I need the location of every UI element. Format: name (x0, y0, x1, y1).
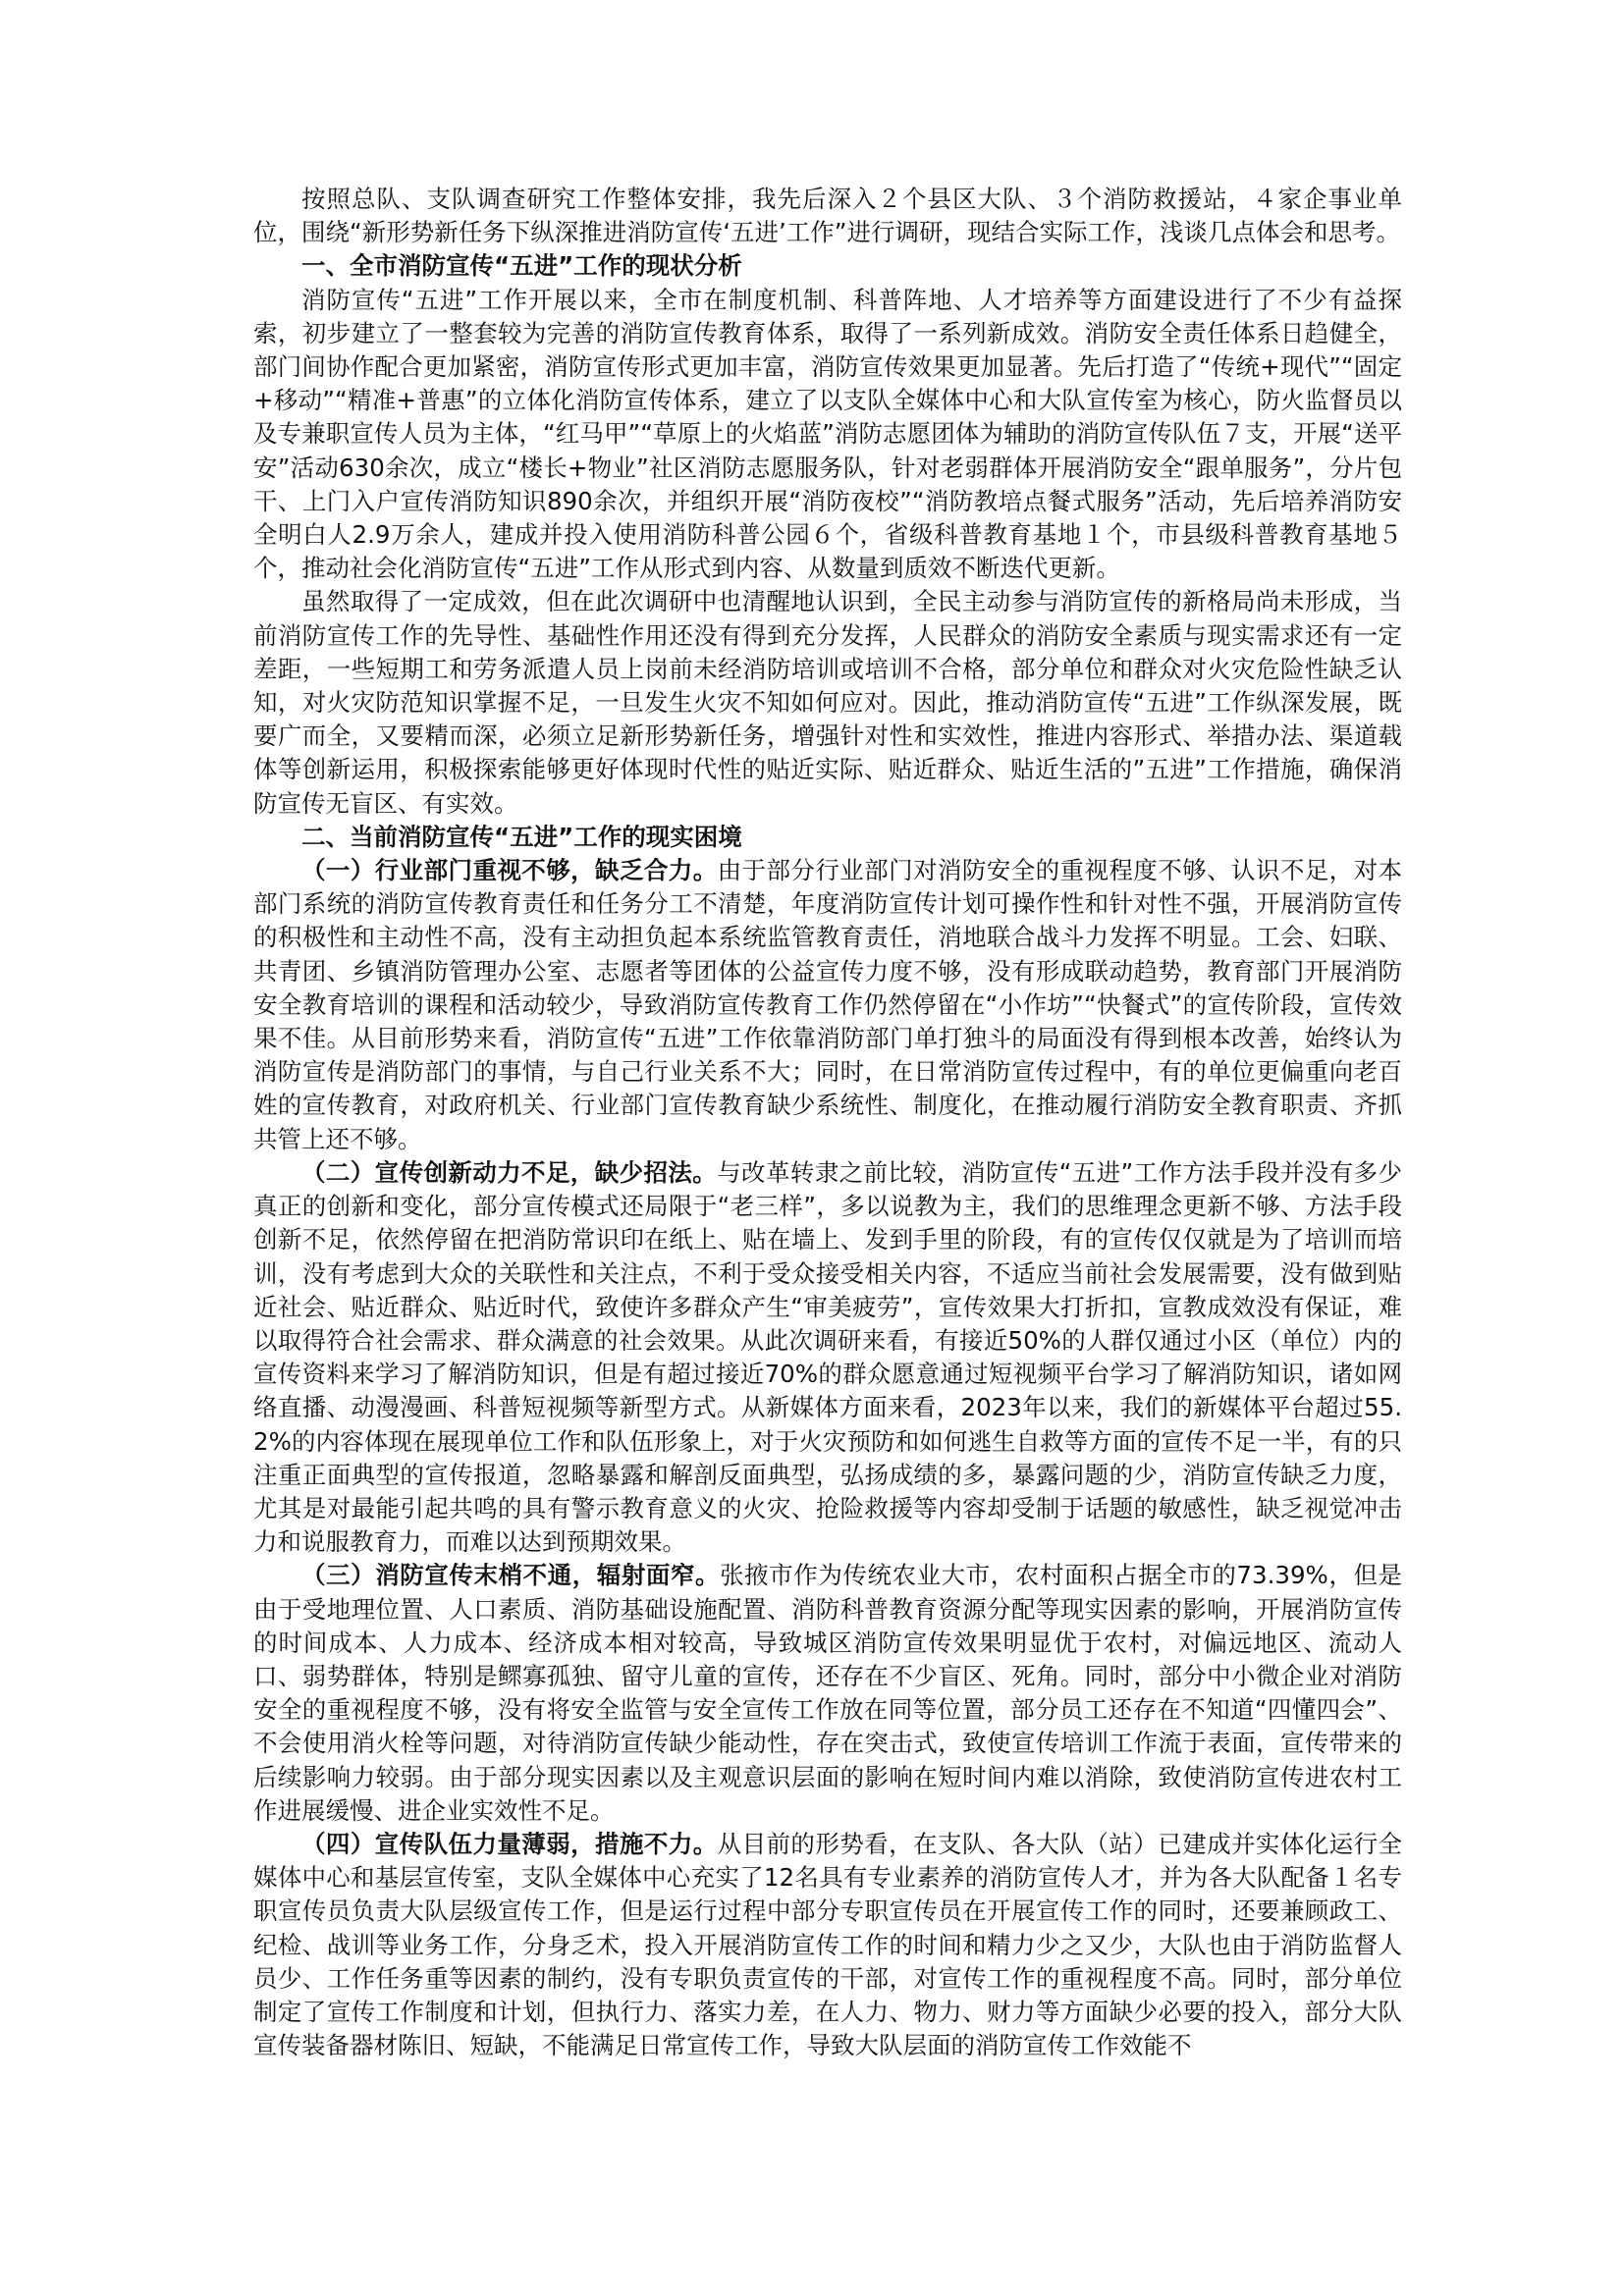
item-4-text: 从目前的形势看，在支队、各大队（站）已建成并实体化运行全媒体中心和基层宣传室，支队全媒体中心充实了12名具有专业素养的消防宣传人才，并为各大队配备１名专职宣传员负责大队层级宣传工作，但是运行过程中部分专职宣传员在开展宣传工作的同时，还要兼顾政工、纪检、战训等业务工作，分身乏术，投入开展消防宣传工作的时间和精力少之又少，大队也由于消防监督人员少、工作任务重等因素的制约，没有专职负责宣传的干部，对宣传工作的重视程度不高。同时，部分单位制定了宣传工作制度和计划，但执行力、落实力差，在人力、物力、财力等方面缺少必要的投入，部分大队宣传装备器材陈旧、短缺，不能满足日常宣传工作，导致大队层面的消防宣传工作效能不 (253, 1829, 1403, 2060)
section-1-paragraph-1: 消防宣传“五进”工作开展以来，全市在制度机制、科普阵地、人才培养等方面建设进行了不少有益探索，初步建立了一整套较为完善的消防宣传教育体系，取得了一系列新成效。消防安全责任体系日趋健全，部门间协作配合更加紧密，消防宣传形式更加丰富，消防宣传效果更加显著。先后打造了“传统+现代”“固定+移动”“精准+普惠”的立体化消防宣传体系，建立了以支队全媒体中心和大队宣传室为核心，防火监督员以及专兼职宣传人员为主体，“红马甲”“草原上的火焰蓝”消防志愿团体为辅助的消防宣传队伍７支，开展“送平安”活动630余次，成立“楼长+物业”社区消防志愿服务队，针对老弱群体开展消防安全“跟单服务”，分片包干、上门入户宣传消防知识890余次，并组织开展“消防夜校”“消防教培点餐式服务”活动，先后培养消防安全明白人2.9万余人，建成并投入使用消防科普公园６个，省级科普教育基地１个，市县级科普教育基地５个，推动社会化消防宣传“五进”工作从形式到内容、从数量到质效不断迭代更新。 (253, 285, 1402, 583)
section-1-heading: 一、全市消防宣传“五进”工作的现状分析 (301, 251, 742, 281)
document-page (253, 183, 1402, 2062)
item-2-lead: （二）宣传创新动力不足，缺少招法。 (301, 1157, 718, 1187)
section-1-paragraph-2: 虽然取得了一定成效，但在此次调研中也清醒地认识到，全民主动参与消防宣传的新格局尚未形成，当前消防宣传工作的先导性、基础性作用还没有得到充分发挥，人民群众的消防安全素质与现实需求还有一定差距，一些短期工和劳务派遣人员上岗前未经消防培训或培训不合格，部分单位和群众对火灾危险性缺乏认知，对火灾防范知识掌握不足，一旦发生火灾不知如何应对。因此，推动消防宣传“五进”工作纵深发展，既要广而全，又要精而深，必须立足新形势新任务，增强针对性和实效性，推进内容形式、举措办法、渠道载体等创新运用，积极探索能够更好体现时代性的贴近实际、贴近群众、贴近生活的”五进”工作措施，确保消防宣传无盲区、有实效。 (253, 587, 1402, 818)
item-1-lead: （一）行业部门重视不够，缺乏合力。 (301, 856, 718, 885)
section-2-item-1 (253, 854, 1402, 1156)
item-4-lead: （四）宣传队伍力量薄弱，措施不力。 (301, 1829, 718, 1858)
section-2-item-3 (253, 1559, 1402, 1828)
section-2-heading: 二、当前消防宣传“五进”工作的现实困境 (301, 822, 742, 851)
item-3-text: 张掖市作为传统农业大市，农村面积占据全市的73.39%，但是由于受地理位置、人口素质、消防基础设施配置、消防科普教育资源分配等现实因素的影响，开展消防宣传的时间成本、人力成本、经济成本相对较高，导致城区消防宣传效果明显优于农村，对偏远地区、流动人口、弱势群体，特别是鳏寡孤独、留守儿童的宣传，还存在不少盲区、死角。同时，部分中小微企业对消防安全的重视程度不够，没有将安全监管与安全宣传工作放在同等位置，部分员工还存在不知道“四懂四会”、不会使用消火栓等问题，对待消防宣传缺少能动性，存在突击式，致使宣传培训工作流于表面，宣传带来的后续影响力较弱。由于部分现实因素以及主观意识层面的影响在短时间内难以消除，致使消防宣传进农村工作进展缓慢、进企业实效性不足。 (253, 1561, 1403, 1825)
item-1-text: 由于部分行业部门对消防安全的重视程度不够、认识不足，对本部门系统的消防宣传教育责任和任务分工不清楚，年度消防宣传计划可操作性和针对性不强，开展消防宣传的积极性和主动性不高，没有主动担负起本系统监管教育责任，消地联合战斗力发挥不明显。工会、妇联、共青团、乡镇消防管理办公室、志愿者等团体的公益宣传力度不够，没有形成联动趋势，教育部门开展消防安全教育培训的课程和活动较少，导致消防宣传教育工作仍然停留在“小作坊”“快餐式”的宣传阶段，宣传效果不佳。从目前形势来看，消防宣传“五进”工作依靠消防部门单打独斗的局面没有得到根本改善，始终认为消防宣传是消防部门的事情，与自己行业关系不大；同时，在日常消防宣传过程中，有的单位更偏重向老百姓的宣传教育，对政府机关、行业部门宣传教育缺少系统性、制度化，在推动履行消防安全教育职责、齐抓共管上还不够。 (253, 856, 1403, 1153)
section-2-item-4 (253, 1828, 1402, 2062)
item-2-text: 与改革转隶之前比较，消防宣传“五进”工作方法手段并没有多少真正的创新和变化，部分宣传模式还局限于“老三样”，多以说教为主，我们的思维理念更新不够、方法手段创新不足，依然停留在把消防常识印在纸上、贴在墙上、发到手里的阶段，有的宣传仅仅就是为了培训而培训，没有考虑到大众的关联性和关注点，不利于受众接受相关内容，不适应当前社会发展需要，没有做到贴近社会、贴近群众、贴近时代，致使许多群众产生“审美疲劳”，宣传效果大打折扣，宣教成效没有保证，难以取得符合社会需求、群众满意的社会效果。从此次调研来看，有接近50%的人群仅通过小区（单位）内的宣传资料来学习了解消防知识，但是有超过接近70%的群众愿意通过短视频平台学习了解消防知识，诸如网络直播、动漫漫画、科普短视频等新型方式。从新媒体方面来看，2023年以来，我们的新媒体平台超过55.2%的内容体现在展现单位工作和队伍形象上，对于火灾预防和如何逃生自救等方面的宣传不足一半，有的只注重正面典型的宣传报道，忽略暴露和解剖反面典型，弘扬成绩的多，暴露问题的少，消防宣传缺乏力度，尤其是对最能引起共鸣的具有警示教育意义的火灾、抢险救援等内容却受制于话题的敏感性，缺乏视觉冲击力和说服教育力，而难以达到预期效果。 (253, 1157, 1402, 1557)
section-2-item-2 (253, 1156, 1402, 1559)
item-3-lead: （三）消防宣传末梢不通，辐射面窄。 (301, 1561, 721, 1590)
intro-paragraph: 按照总队、支队调查研究工作整体安排，我先后深入２个县区大队、３个消防救援站，４家企事业单位，围绕“新形势新任务下纵深推进消防宣传‘五进’工作”进行调研，现结合实际工作，浅谈几点体会和思考。 (253, 185, 1402, 247)
